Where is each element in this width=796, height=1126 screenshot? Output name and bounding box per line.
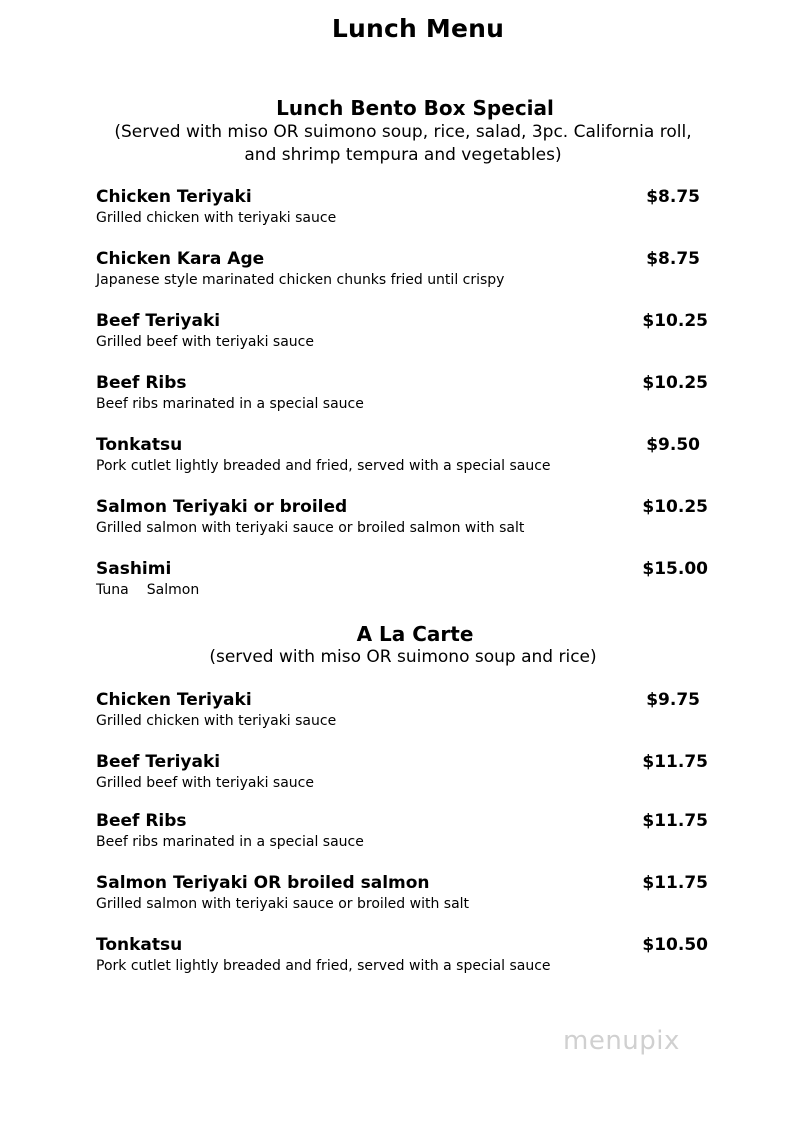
item-name: Sashimi (96, 559, 172, 579)
item-description: Pork cutlet lightly breaded and fried, served with a special sauce (96, 958, 551, 974)
page-title: Lunch Menu (331, 14, 505, 43)
menupix-watermark: menupix (563, 1026, 680, 1056)
item-description: Beef ribs marinated in a special sauce (96, 396, 364, 412)
menu-item (96, 873, 710, 917)
item-description: Grilled beef with teriyaki sauce (96, 334, 314, 350)
menu-item (96, 935, 710, 979)
item-description: Grilled chicken with teriyaki sauce (96, 713, 337, 729)
item-name: Salmon Teriyaki OR broiled salmon (96, 873, 430, 893)
item-description: Grilled chicken with teriyaki sauce (96, 210, 337, 226)
item-price: $11.75 (642, 873, 708, 893)
item-price: $10.25 (642, 373, 708, 393)
bento-section-subtitle: (Served with miso OR suimono soup, rice, salad, 3pc. California roll, and shrimp tempura and vegetables) (114, 122, 692, 165)
alacarte-section-title: A La Carte (356, 622, 474, 646)
menu-item (96, 435, 710, 479)
menu-item (96, 187, 710, 231)
item-price: $9.75 (646, 690, 700, 710)
item-description: Beef ribs marinated in a special sauce (96, 834, 364, 850)
item-name: Salmon Teriyaki or broiled (96, 497, 348, 517)
item-price: $11.75 (642, 811, 708, 831)
menu-item (96, 497, 710, 541)
item-description: Grilled beef with teriyaki sauce (96, 775, 314, 791)
item-description (96, 582, 199, 598)
menu-item (96, 811, 710, 855)
item-description: Pork cutlet lightly breaded and fried, served with a special sauce (96, 458, 551, 474)
item-price: $10.25 (642, 497, 708, 517)
menu-item (96, 373, 710, 417)
item-price: $10.50 (642, 935, 708, 955)
alacarte-section-subtitle: (served with miso OR suimono soup and rice) (209, 647, 597, 667)
item-name: Beef Ribs (96, 811, 187, 831)
item-name: Chicken Kara Age (96, 249, 265, 269)
menu-item (96, 311, 710, 355)
item-description: Grilled salmon with teriyaki sauce or broiled with salt (96, 896, 470, 912)
item-name: Beef Teriyaki (96, 752, 221, 772)
item-name: Chicken Teriyaki (96, 690, 252, 710)
fish-option: Tuna (96, 582, 129, 598)
item-price: $15.00 (642, 559, 708, 579)
item-description: Japanese style marinated chicken chunks fried until crispy (96, 272, 505, 288)
item-price: $9.50 (646, 435, 700, 455)
item-name: Tonkatsu (96, 435, 183, 455)
item-price: $11.75 (642, 752, 708, 772)
fish-option: Salmon (146, 582, 200, 598)
item-name: Tonkatsu (96, 935, 183, 955)
item-price: $10.25 (642, 311, 708, 331)
item-price: $8.75 (646, 249, 700, 269)
item-name: Beef Teriyaki (96, 311, 221, 331)
item-description: Grilled salmon with teriyaki sauce or broiled salmon with salt (96, 520, 525, 536)
menu-item (96, 690, 710, 734)
item-name: Chicken Teriyaki (96, 187, 252, 207)
menu-item (96, 752, 710, 796)
menu-item (96, 559, 710, 603)
item-price: $8.75 (646, 187, 700, 207)
bento-section-title: Lunch Bento Box Special (276, 96, 554, 120)
menu-item (96, 249, 710, 293)
item-name: Beef Ribs (96, 373, 187, 393)
